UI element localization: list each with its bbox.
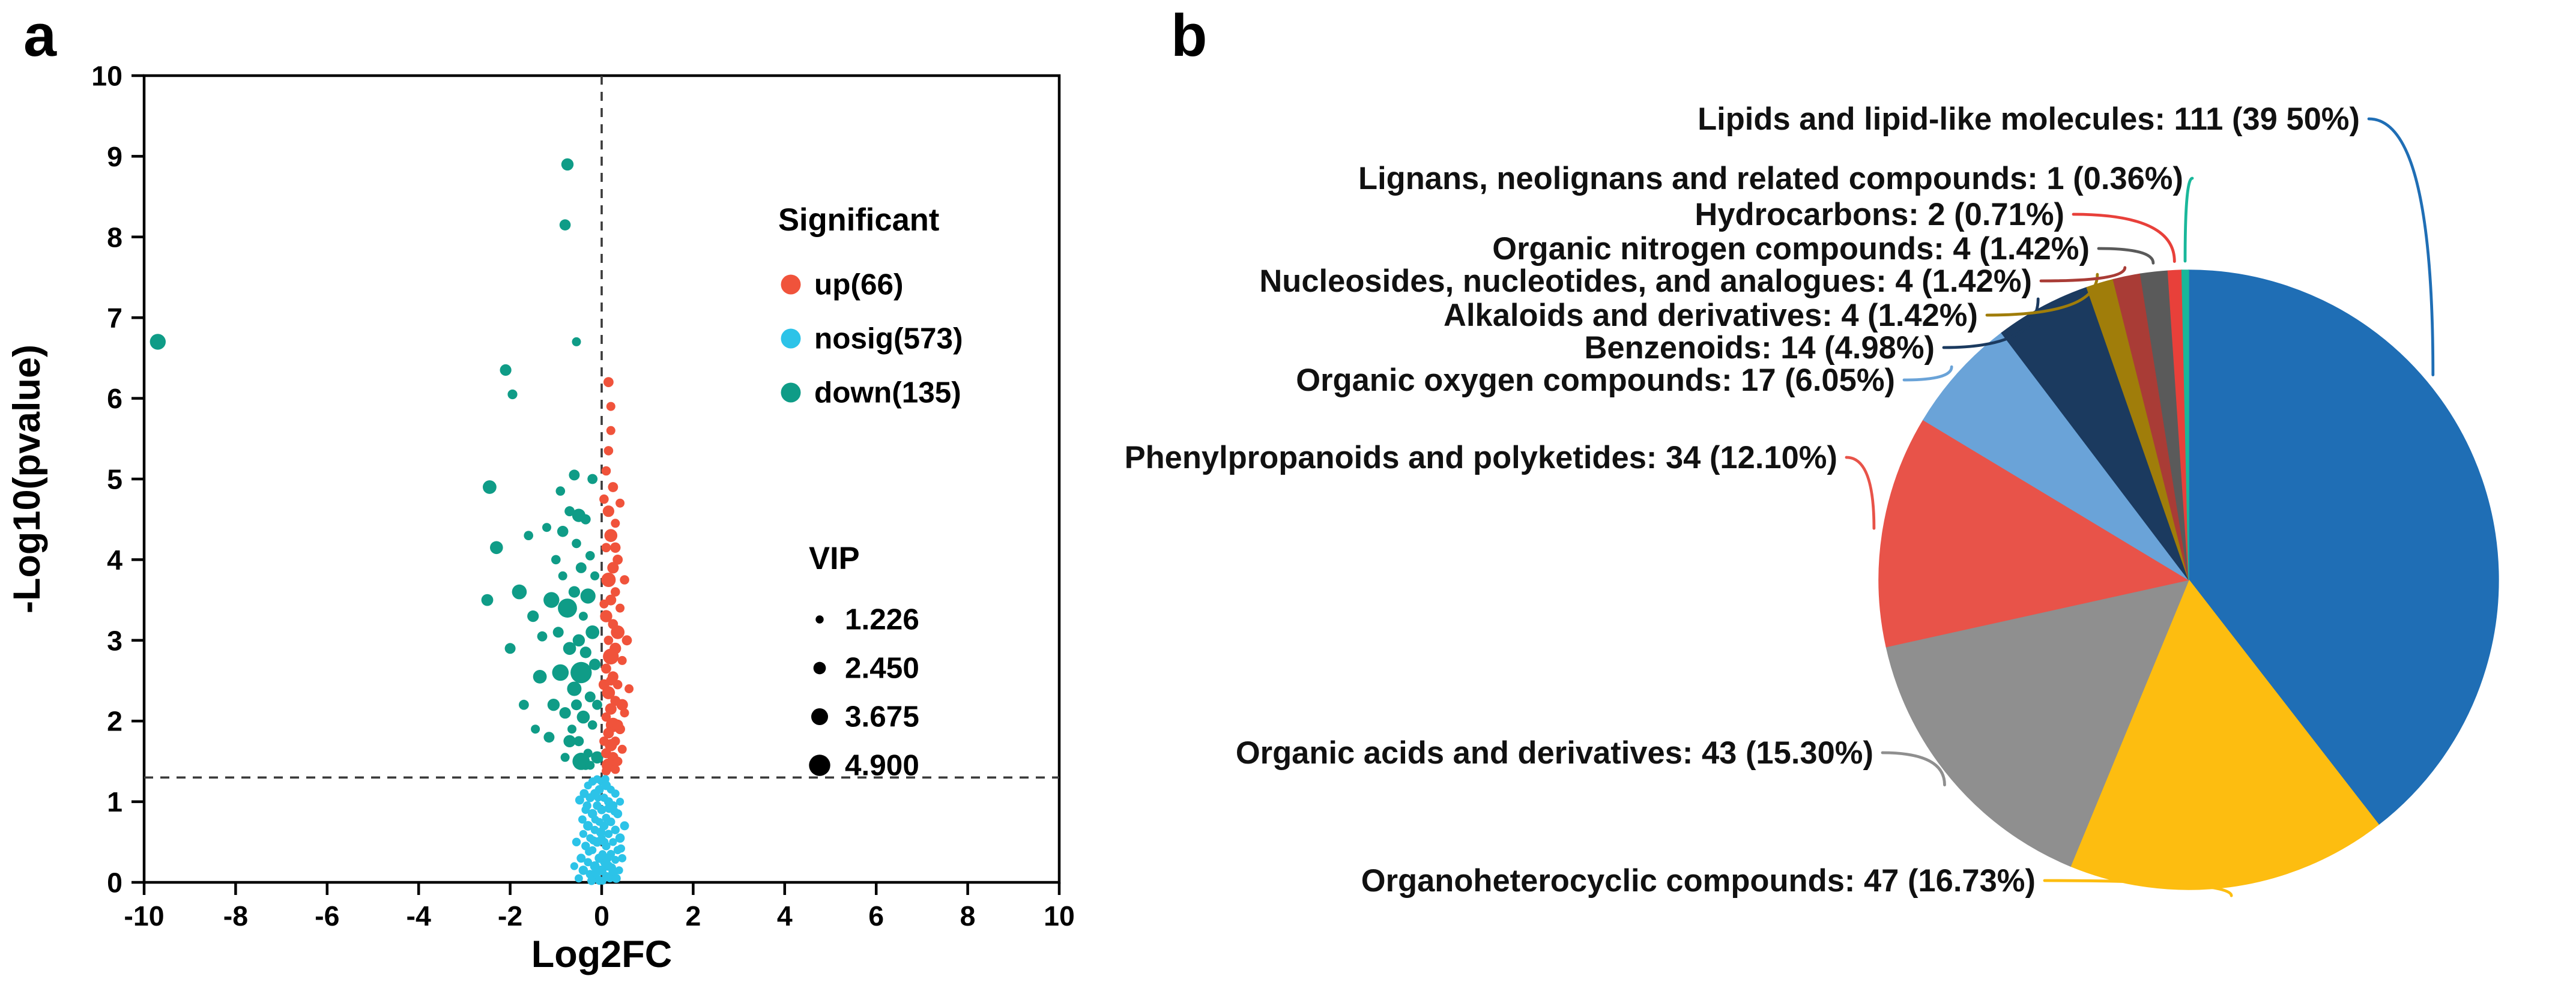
scatter-point bbox=[583, 801, 591, 810]
scatter-point bbox=[567, 724, 576, 733]
pie-slice-label: Lignans, neolignans and related compounds: 1 (0.36%) bbox=[1358, 160, 2183, 196]
scatter-point bbox=[612, 874, 621, 883]
scatter-point bbox=[570, 662, 591, 683]
scatter-point bbox=[605, 529, 618, 542]
scatter-point bbox=[602, 466, 611, 476]
scatter-point bbox=[572, 509, 585, 522]
scatter-point bbox=[556, 486, 566, 496]
pie-slice-label: Lipids and lipid-like molecules: 111 (39 50%) bbox=[1698, 101, 2360, 137]
pie-slice-label: Organic acids and derivatives: 43 (15.30%) bbox=[1235, 735, 1873, 771]
scatter-point bbox=[591, 816, 599, 824]
scatter-point bbox=[558, 598, 577, 618]
scatter-point bbox=[604, 446, 614, 456]
scatter-point bbox=[572, 838, 581, 846]
scatter-point bbox=[592, 700, 602, 710]
scatter-point bbox=[607, 562, 618, 573]
x-tick-label: 0 bbox=[594, 900, 609, 932]
vip-legend-label: 3.675 bbox=[845, 700, 919, 733]
scatter-point bbox=[617, 699, 628, 711]
x-tick-label: 6 bbox=[868, 900, 884, 932]
pie-slice-label: Phenylpropanoids and polyketides: 34 (12.10%) bbox=[1124, 439, 1837, 475]
scatter-point bbox=[524, 531, 533, 540]
legend-title: Significant bbox=[778, 202, 940, 238]
x-tick-label: -2 bbox=[497, 900, 523, 932]
x-tick-label: -6 bbox=[315, 900, 340, 932]
y-tick-label: 6 bbox=[107, 383, 122, 415]
scatter-point bbox=[512, 585, 527, 600]
pie-leader-line bbox=[2073, 214, 2174, 262]
scatter-point bbox=[615, 866, 623, 874]
scatter-point bbox=[601, 573, 615, 587]
y-axis-label: -Log10(pvalue) bbox=[6, 344, 49, 614]
scatter-point bbox=[563, 735, 575, 747]
scatter-point bbox=[615, 833, 625, 843]
scatter-point bbox=[599, 736, 609, 746]
scatter-point bbox=[616, 798, 624, 806]
scatter-point bbox=[519, 700, 529, 710]
scatter-point bbox=[603, 377, 614, 387]
scatter-point bbox=[531, 724, 540, 733]
scatter-point bbox=[571, 699, 582, 710]
scatter-point bbox=[533, 670, 547, 684]
pie-slice-label: Organic nitrogen compounds: 4 (1.42%) bbox=[1492, 230, 2090, 267]
scatter-point bbox=[490, 541, 503, 555]
y-tick-label: 0 bbox=[107, 867, 122, 899]
scatter-point bbox=[604, 636, 614, 645]
pie-slice-label: Hydrocarbons: 2 (0.71%) bbox=[1695, 196, 2064, 232]
pie-chart bbox=[1846, 119, 2499, 896]
scatter-point bbox=[608, 864, 616, 872]
scatter-point bbox=[585, 691, 596, 702]
scatter-point bbox=[618, 854, 626, 863]
x-tick-label: -10 bbox=[124, 900, 165, 932]
scatter-point bbox=[611, 826, 620, 834]
x-tick-label: 4 bbox=[776, 900, 793, 932]
pie-leader-line bbox=[2041, 268, 2125, 281]
scatter-point bbox=[557, 526, 569, 537]
scatter-point bbox=[611, 519, 620, 528]
scatter-point bbox=[585, 625, 599, 639]
vip-legend-dot bbox=[814, 662, 826, 675]
series-nosig bbox=[570, 775, 629, 885]
pie-slice-label: Organic oxygen compounds: 17 (6.05%) bbox=[1296, 362, 1895, 398]
scatter-point bbox=[612, 720, 623, 730]
scatter-point bbox=[569, 469, 579, 480]
pie-slice-label: Alkaloids and derivatives: 4 (1.42%) bbox=[1444, 297, 1978, 333]
y-tick-label: 5 bbox=[107, 463, 122, 495]
scatter-point bbox=[572, 539, 581, 549]
pie-leader-line bbox=[1904, 367, 1952, 380]
scatter-point bbox=[585, 761, 594, 770]
scatter-point bbox=[606, 676, 615, 685]
scatter-point bbox=[624, 684, 633, 693]
scatter-point bbox=[588, 720, 597, 730]
scatter-point bbox=[507, 390, 517, 399]
scatter-point bbox=[561, 753, 570, 762]
scatter-point bbox=[606, 818, 615, 826]
scatter-point bbox=[611, 625, 624, 639]
vip-legend-dot bbox=[809, 755, 830, 776]
scatter-point bbox=[579, 830, 587, 838]
vip-legend-label: 4.900 bbox=[845, 749, 919, 782]
scatter-point bbox=[575, 875, 583, 883]
scatter-point bbox=[581, 588, 596, 603]
x-tick-label: 10 bbox=[1044, 900, 1075, 932]
pie-slice-label: Organoheterocyclic compounds: 47 (16.73%) bbox=[1361, 863, 2036, 899]
scatter-point bbox=[589, 836, 597, 845]
scatter-point bbox=[579, 612, 588, 621]
scatter-point bbox=[599, 877, 606, 885]
scatter-point bbox=[542, 523, 551, 532]
scatter-point bbox=[569, 586, 580, 598]
legend-entry-label: up(66) bbox=[814, 268, 904, 301]
scatter-point bbox=[605, 804, 614, 813]
y-tick-label: 8 bbox=[107, 221, 122, 253]
pie-leader-line bbox=[1846, 457, 1874, 528]
scatter-point bbox=[611, 856, 619, 864]
vip-legend-dot bbox=[811, 708, 828, 725]
x-tick-label: -4 bbox=[406, 900, 431, 932]
scatter-point bbox=[596, 828, 606, 837]
scatter-point bbox=[552, 664, 569, 681]
series-down bbox=[150, 158, 603, 770]
scatter-point bbox=[560, 219, 571, 230]
vip-legend-label: 2.450 bbox=[845, 651, 919, 685]
y-tick-label: 1 bbox=[107, 786, 122, 818]
scatter-point bbox=[567, 682, 581, 696]
scatter-point bbox=[543, 592, 559, 607]
scatter-point bbox=[570, 862, 578, 870]
scatter-point bbox=[537, 631, 548, 642]
vip-legend-dot bbox=[815, 615, 823, 623]
x-tick-label: 2 bbox=[685, 900, 701, 932]
panel-a-label: a bbox=[23, 2, 57, 68]
y-tick-label: 3 bbox=[107, 625, 122, 657]
scatter-point bbox=[527, 610, 539, 622]
scatter-point bbox=[599, 850, 606, 858]
scatter-point bbox=[603, 505, 614, 517]
legend-entry-label: nosig(573) bbox=[814, 322, 963, 355]
scatter-point bbox=[578, 815, 587, 824]
scatter-point bbox=[606, 426, 615, 435]
x-axis-label: Log2FC bbox=[531, 933, 673, 975]
scatter-point bbox=[615, 604, 624, 613]
scatter-point bbox=[599, 495, 609, 504]
scatter-point bbox=[553, 627, 564, 637]
scatter-point bbox=[601, 664, 611, 674]
pie-leader-line bbox=[2185, 178, 2192, 261]
legend-dot bbox=[781, 329, 801, 349]
scatter-point bbox=[548, 699, 560, 711]
scatter-point bbox=[617, 845, 625, 853]
scatter-point bbox=[560, 707, 571, 718]
scatter-point bbox=[577, 711, 590, 724]
y-tick-label: 2 bbox=[107, 705, 122, 737]
scatter-point bbox=[585, 848, 593, 855]
scatter-point bbox=[622, 635, 632, 645]
scatter-point bbox=[505, 643, 516, 654]
scatter-point bbox=[602, 543, 611, 553]
scatter-point bbox=[587, 474, 597, 484]
pie-slice-label: Nucleosides, nucleotides, and analogues: 4 (1.42%) bbox=[1259, 263, 2032, 299]
scatter-point bbox=[575, 795, 584, 804]
scatter-point bbox=[594, 794, 602, 801]
vip-legend-label: 1.226 bbox=[845, 603, 919, 636]
scatter-point bbox=[608, 482, 618, 492]
scatter-point bbox=[591, 868, 601, 878]
scatter-point bbox=[603, 649, 618, 664]
y-tick-label: 7 bbox=[107, 302, 122, 334]
scatter-point bbox=[589, 658, 600, 670]
scatter-point bbox=[580, 646, 591, 658]
pie-slice-label: Benzenoids: 14 (4.98%) bbox=[1584, 330, 1935, 366]
scatter-point bbox=[543, 732, 554, 743]
scatter-point bbox=[500, 364, 512, 376]
legend-dot bbox=[781, 383, 801, 403]
scatter-point bbox=[618, 656, 627, 665]
scatter-point bbox=[611, 765, 620, 774]
scatter-point bbox=[561, 158, 573, 170]
scatter-point bbox=[483, 480, 497, 494]
pie-leader-line bbox=[2099, 249, 2153, 263]
series-up bbox=[599, 377, 633, 776]
legend-dot bbox=[781, 275, 801, 295]
scatter-point bbox=[620, 821, 629, 830]
scatter-point bbox=[601, 775, 609, 783]
scatter-point bbox=[482, 594, 494, 606]
scatter-point bbox=[606, 402, 615, 411]
scatter-point bbox=[572, 337, 581, 346]
y-tick-label: 10 bbox=[91, 60, 122, 92]
y-tick-label: 9 bbox=[107, 140, 122, 172]
scatter-point bbox=[590, 571, 599, 580]
scatter-point bbox=[611, 789, 620, 798]
scatter-point bbox=[620, 575, 629, 585]
scatter-point bbox=[150, 334, 166, 349]
vip-legend-title: VIP bbox=[809, 541, 860, 576]
scatter-point bbox=[573, 634, 585, 646]
scatter-point bbox=[600, 838, 609, 846]
scatter-point bbox=[610, 543, 620, 553]
scatter-point bbox=[576, 562, 587, 573]
scatter-point bbox=[615, 499, 624, 508]
scatter-point bbox=[551, 555, 561, 565]
scatter-point bbox=[602, 767, 611, 776]
scatter-point bbox=[587, 876, 596, 885]
scatter-point bbox=[585, 551, 595, 561]
x-tick-label: 8 bbox=[960, 900, 976, 932]
panel-b-label: b bbox=[1171, 2, 1208, 68]
y-tick-label: 4 bbox=[107, 544, 122, 576]
scatter-point bbox=[558, 571, 567, 580]
x-tick-label: -8 bbox=[223, 900, 249, 932]
scatter-point bbox=[618, 745, 627, 754]
legend-entry-label: down(135) bbox=[814, 376, 961, 409]
scatter-point bbox=[599, 600, 608, 609]
volcano-plot bbox=[6, 61, 1075, 976]
